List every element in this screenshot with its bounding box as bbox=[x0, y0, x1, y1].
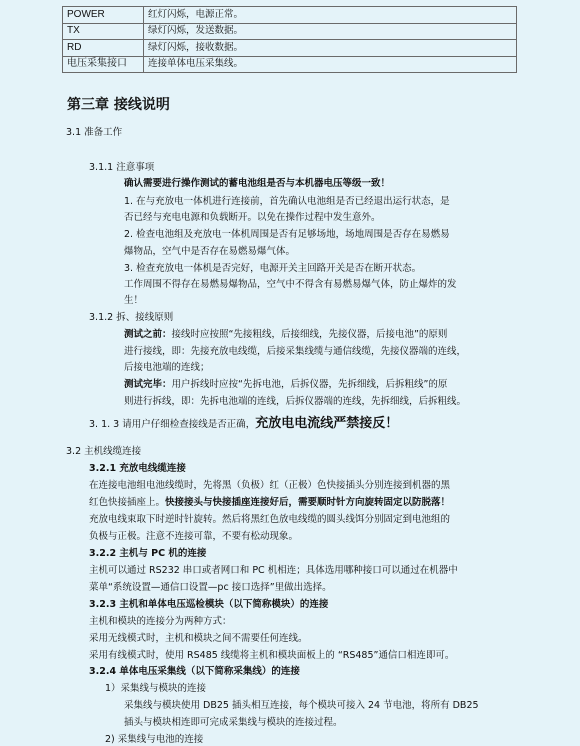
paragraph-line: 1. 在与充放电一体机进行连接前，首先确认电池组是否已经退出运行状态，是 bbox=[124, 196, 450, 207]
table-row bbox=[63, 56, 517, 73]
paragraph-line: 主机和模块的连接分为两种方式： bbox=[89, 616, 232, 627]
table-cell-name: RD bbox=[63, 40, 144, 57]
bold-text: 快接接头与快接插座连接好后，需要顺时针方向旋转固定以防脱落！ bbox=[165, 497, 451, 508]
inline-text: 接线时应按照“先接粗线，后接细线，先接仪器，后接电池”的原则 bbox=[171, 329, 448, 340]
emphasis-text: 充放电电流线严禁接反！ bbox=[255, 416, 399, 431]
subsection-heading-3-1-3 bbox=[89, 417, 398, 432]
paragraph-line: 主机可以通过 RS232 串口或者网口和 PC 机相连；具体选用哪种接口可以通过在机器中 bbox=[89, 565, 458, 576]
table-cell-name: TX bbox=[63, 23, 144, 40]
table-cell-name: 电压采集接口 bbox=[63, 56, 144, 73]
paragraph-line: 则进行拆线，即：先拆电池端的连线，后拆仪器端的连线，先拆细线，后拆粗线。 bbox=[124, 396, 467, 407]
paragraph-line: 负极与正极。注意不连接可靠，不要有松动现象。 bbox=[89, 531, 299, 542]
warning-text: 确认需要进行操作测试的蓄电池组是否与本机器电压等级一致！ bbox=[124, 178, 391, 189]
paragraph-line: 进行接线，即：先接充放电线缆，后接采集线缆与通信线缆，先接仪器端的连线， bbox=[124, 346, 467, 357]
table-cell-name: POWER bbox=[63, 7, 144, 24]
paragraph-line: 充放电线束取下时逆时针旋转。然后将黑红色放电线缆的圆头线饵分别固定到电池组的 bbox=[89, 514, 451, 525]
paragraph-line: 生！ bbox=[124, 295, 144, 306]
subsection-heading-3-2-4: 3.2.4 单体电压采集线（以下简称采集线）的连接 bbox=[89, 666, 300, 677]
paragraph-line: 菜单“系统设置—通信口设置—pc 接口选择”里做出选择。 bbox=[89, 582, 332, 593]
subsection-heading-3-2-1: 3.2.1 充放电线缆连接 bbox=[89, 463, 186, 474]
paragraph-line: 2. 检查电池组及充放电一体机周围是否有足够场地，场地周围是否存在易燃易 bbox=[124, 229, 450, 240]
subsection-heading-3-2-2: 3.2.2 主机与 PC 机的连接 bbox=[89, 548, 207, 559]
paragraph-line: 3. 检查充放电一体机是否完好，电源开关主回路开关是否在断开状态。 bbox=[124, 263, 422, 274]
table-cell-desc: 绿灯闪烁，发送数据。 bbox=[144, 23, 517, 40]
subsection-heading-3-1-1: 3.1.1 注意事项 bbox=[89, 162, 155, 173]
paragraph-line: 采用有线模式时，使用 RS485 线缆将主机和模块面板上的 “RS485”通信口相连即可。 bbox=[89, 650, 455, 661]
paragraph-line bbox=[124, 328, 447, 342]
paragraph-line: 否已经与充电电源和负载断开。以免在操作过程中发生意外。 bbox=[124, 212, 381, 223]
bold-label: 测试完毕： bbox=[124, 379, 172, 390]
table-cell-desc: 连接单体电压采集线。 bbox=[144, 56, 517, 73]
inline-text: 3. 1. 3 请用户仔细检查接线是否正确， bbox=[89, 419, 256, 430]
paragraph-line: 工作周围不得存在易燃易爆物品，空气中不得含有易燃易爆气体，防止爆炸的发 bbox=[124, 279, 457, 290]
list-item-title: 1）采集线与模块的连接 bbox=[105, 683, 207, 694]
subsection-heading-3-1-2: 3.1.2 拆、接线原则 bbox=[89, 312, 174, 323]
table-row bbox=[63, 7, 517, 24]
paragraph-line bbox=[124, 378, 447, 392]
inline-text: 红色快接插座上。 bbox=[89, 497, 166, 508]
paragraph-line: 爆物品，空气中是否存在易燃易爆气体。 bbox=[124, 246, 296, 257]
inline-text: 用户拆线时应按“先拆电池，后拆仪器，先拆细线，后拆粗线”的原 bbox=[171, 379, 448, 390]
paragraph-line: 插头与模块相连即可完成采集线与模块的连接过程。 bbox=[124, 717, 343, 728]
paragraph-line: 后接电池端的连线； bbox=[124, 362, 210, 373]
table-row bbox=[63, 23, 517, 40]
list-item-title: 2) 采集线与电池的连接 bbox=[105, 734, 204, 745]
subsection-heading-3-2-3: 3.2.3 主机和单体电压巡检模块（以下简称模块）的连接 bbox=[89, 599, 329, 610]
paragraph-line bbox=[89, 496, 450, 510]
section-heading-3-2: 3.2 主机线缆连接 bbox=[66, 446, 142, 457]
paragraph-line: 在连接电池组电池线缆时，先将黑（负极）红（正极）色快接插头分别连接到机器的黑 bbox=[89, 480, 451, 491]
chapter-heading: 第三章 接线说明 bbox=[67, 97, 170, 113]
section-heading-3-1: 3.1 准备工作 bbox=[66, 127, 123, 138]
signal-table bbox=[62, 6, 517, 73]
bold-label: 测试之前： bbox=[124, 329, 172, 340]
paragraph-line: 采用无线模式时，主机和模块之间不需要任何连线。 bbox=[89, 633, 308, 644]
table-cell-desc: 绿灯闪烁，接收数据。 bbox=[144, 40, 517, 57]
table-cell-desc: 红灯闪烁，电源正常。 bbox=[144, 7, 517, 24]
paragraph-line: 采集线与模块使用 DB25 插头相互连接，每个模块可接入 24 节电池，将所有 DB25 bbox=[124, 700, 479, 711]
table-row bbox=[63, 40, 517, 57]
